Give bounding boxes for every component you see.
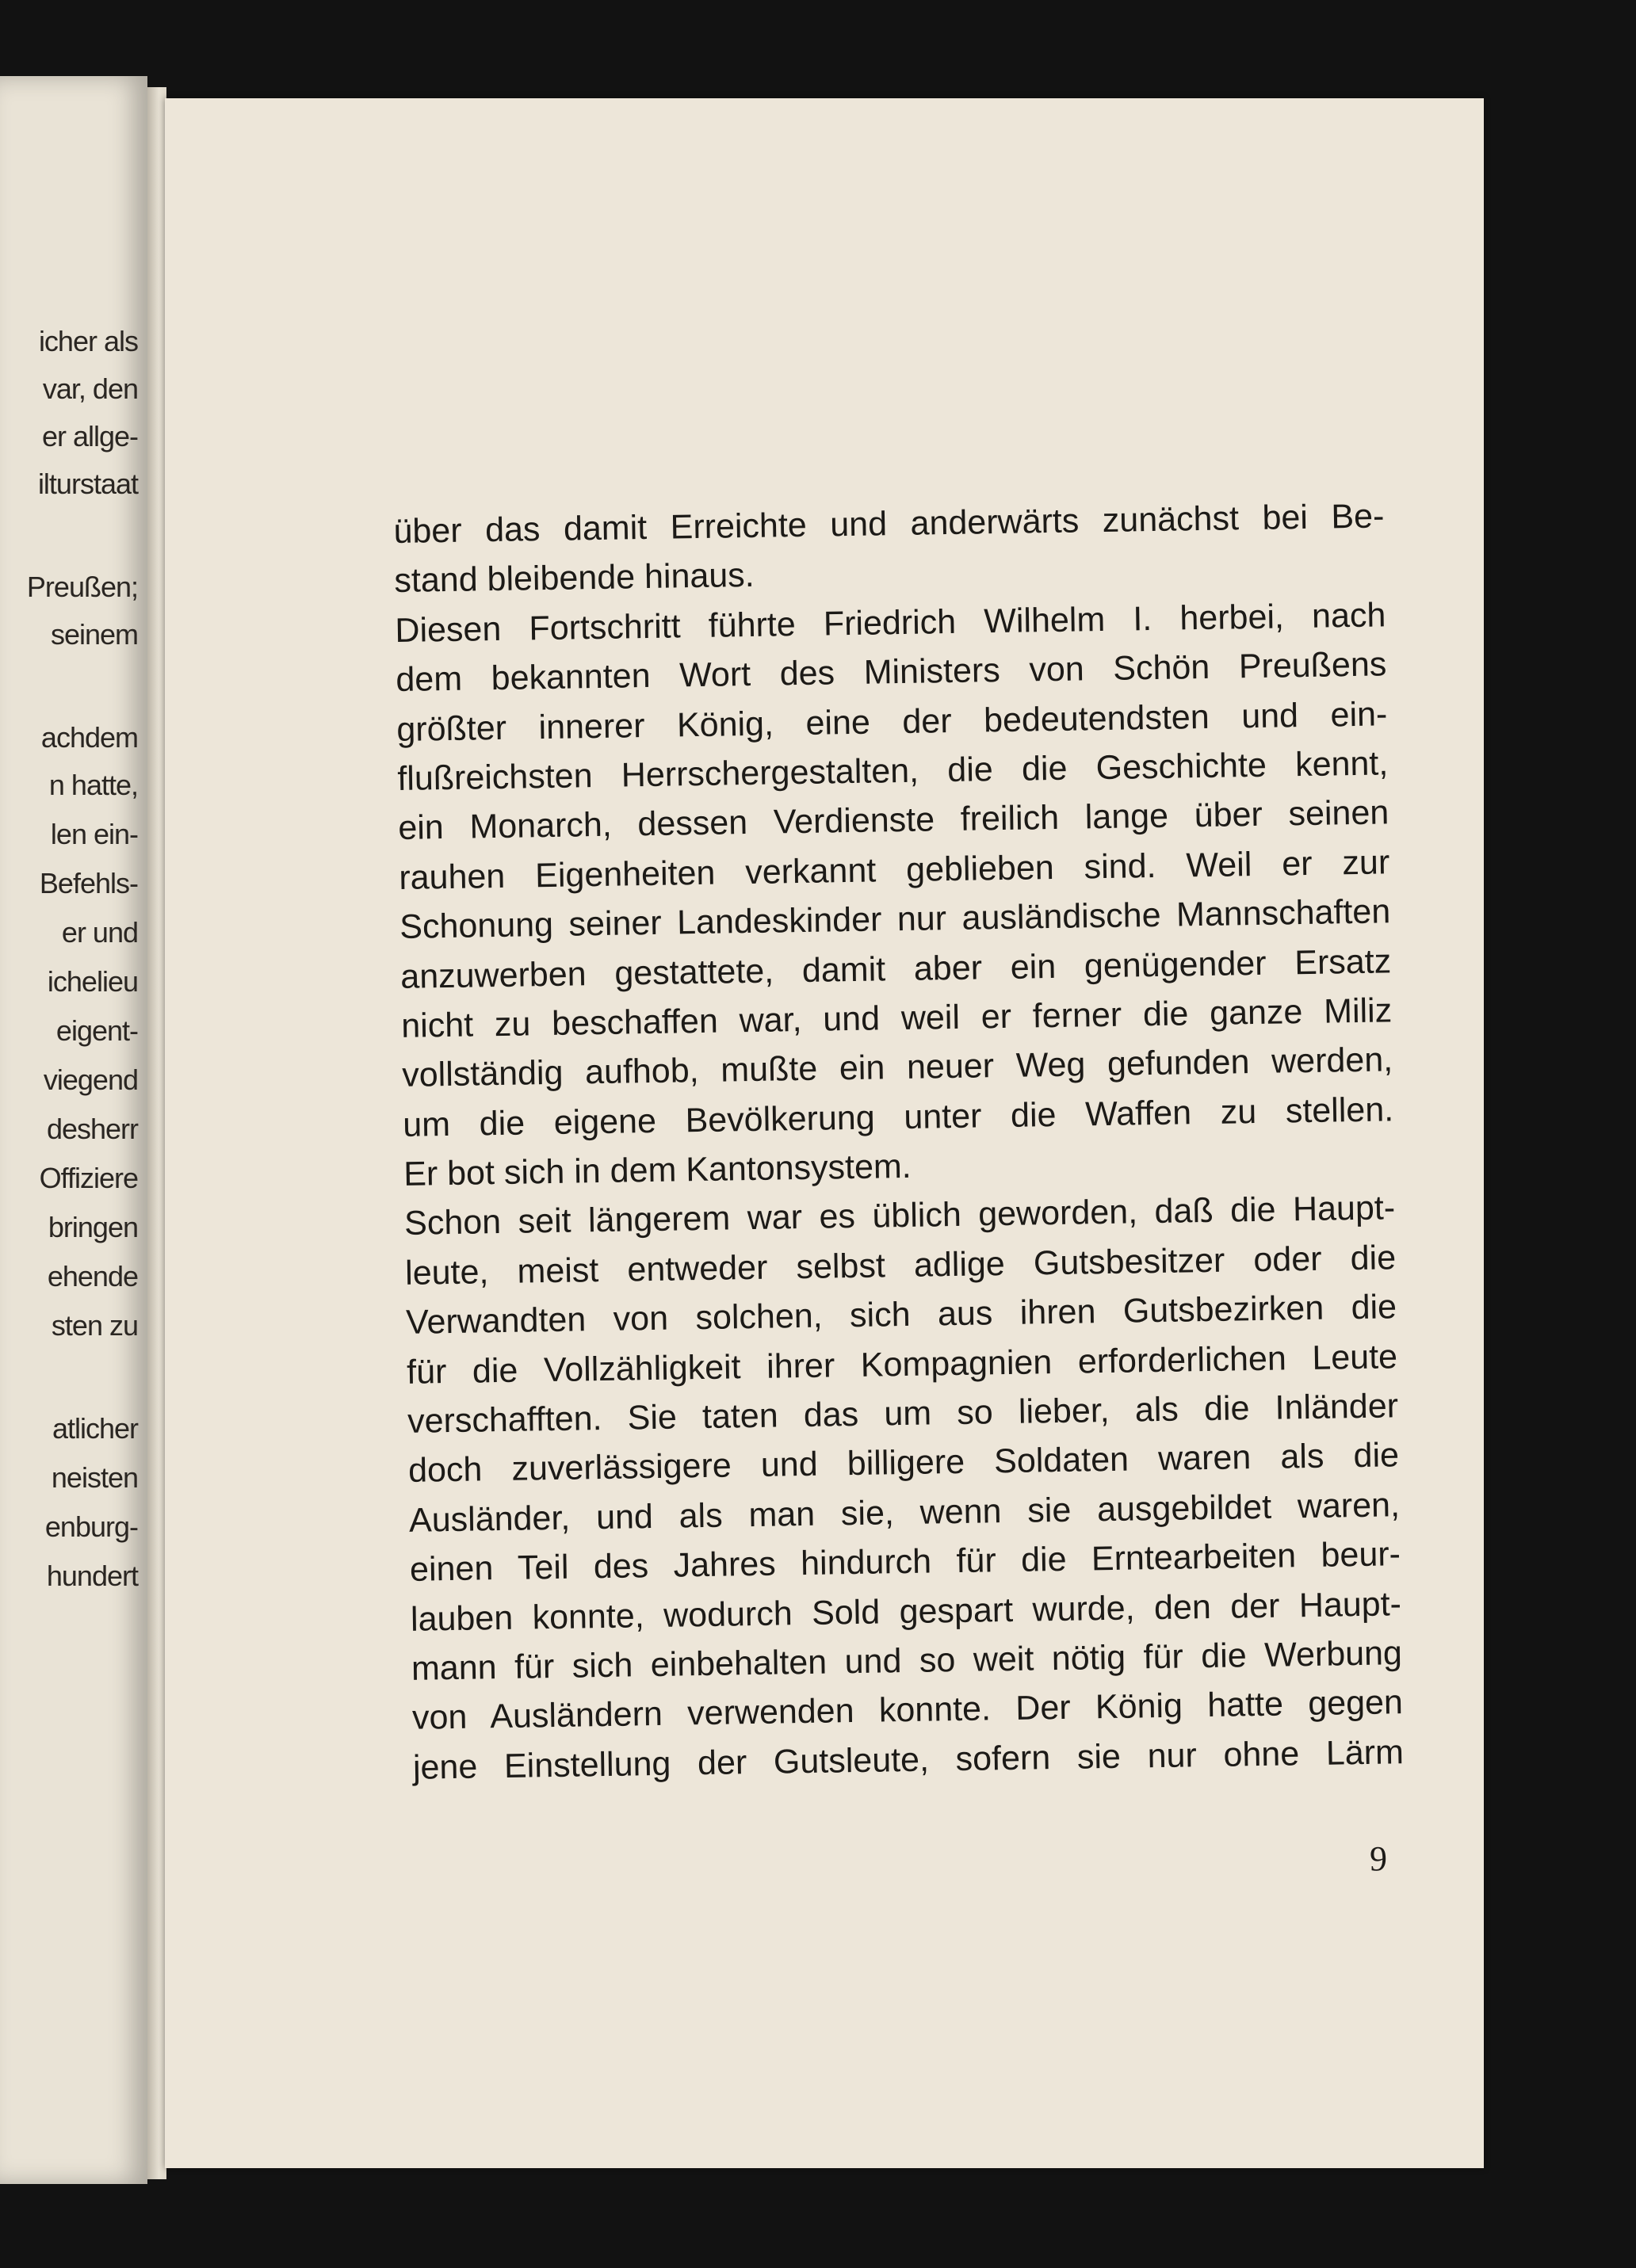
text-line: von Ausländern verwenden konnte. Der König hatte gegen [411, 1683, 1404, 1738]
left-page-line: bringen [48, 1211, 138, 1243]
text-line: mann für sich einbehalten und so weit nötig für die Werbung [411, 1634, 1403, 1688]
book-gutter [147, 87, 166, 2179]
text-line: anzuwerben gestattete, damit aber ein genügender Ersatz [399, 941, 1392, 996]
left-page-line: atlicher [52, 1412, 138, 1445]
text-line: Er bot sich in dem Kantonsystem. [403, 1147, 912, 1193]
left-page-line: achdem [40, 721, 138, 754]
text-line: Schon seit längerem war es üblich geworden, daß die Haupt- [403, 1189, 1396, 1243]
left-page-line: ilturstaat [37, 468, 138, 500]
text-line: einen Teil des Jahres hindurch für die Erntearbeiten beur- [409, 1535, 1401, 1590]
left-page-line: len ein- [50, 818, 138, 850]
text-line: um die eigene Bevölkerung unter die Waffen zu stellen. [402, 1090, 1394, 1144]
text-line: lauben konnte, wodurch Sold gespart wurde, den der Haupt- [410, 1584, 1402, 1639]
left-page-line: eigent- [55, 1014, 138, 1047]
left-page-line: Preußen; [26, 571, 138, 603]
left-page-line: er und [61, 916, 138, 949]
text-line: vollständig aufhob, mußte ein neuer Weg gefunden werden, [401, 1040, 1393, 1095]
left-page-line: Offiziere [39, 1162, 138, 1194]
text-line: verschafften. Sie taten das um so lieber, als die Inländer [407, 1387, 1399, 1441]
text-line: Schonung seiner Landeskinder nur ausländische Mannschaften [399, 892, 1391, 947]
left-page-line: enburg- [44, 1510, 138, 1543]
text-line: jene Einstellung der Gutsleute, sofern sie nur ohne Lärm [412, 1732, 1405, 1787]
left-page-line: desherr [46, 1113, 138, 1145]
text-line: rauhen Eigenheiten verkannt geblieben sind. Weil er zur [398, 843, 1390, 897]
left-page [0, 76, 147, 2184]
text-line: stand bleibende hinaus. [394, 556, 755, 601]
left-page-line: icher als [38, 325, 138, 357]
text-line: leute, meist entweder selbst adlige Gutsbesitzer oder die [404, 1239, 1397, 1292]
text-line: Verwandten von solchen, sich aus ihren Gutsbezirken die [405, 1288, 1397, 1342]
left-page-line: neisten [51, 1461, 138, 1494]
left-page-line: er allge- [41, 420, 138, 452]
text-line: doch zuverlässigere und billigere Soldaten waren als die [407, 1436, 1400, 1491]
left-page-line: ehende [47, 1260, 138, 1292]
text-line: Ausländer, und als man sie, wenn sie ausgebildet waren, [408, 1486, 1401, 1540]
left-page-line: ichelieu [47, 965, 138, 998]
left-page-line: viegend [43, 1063, 138, 1096]
text-line: nicht zu beschaffen war, und weil er ferner die ganze Miliz [400, 991, 1393, 1045]
page-number: 9 [1370, 1839, 1387, 1878]
text-line: über das damit Erreichte und anderwärts zunächst bei Be- [393, 497, 1385, 551]
left-page-line: hundert [46, 1560, 138, 1592]
text-line: Diesen Fortschritt führte Friedrich Wilhelm I. herbei, nach [395, 596, 1386, 650]
left-page-line: Befehls- [39, 867, 138, 899]
text-line: größter innerer König, eine der bedeutendsten und ein- [396, 694, 1388, 749]
text-line: ein Monarch, dessen Verdienste freilich lange über seinen [397, 793, 1389, 848]
text-line: dem bekannten Wort des Ministers von Schön Preußens [396, 645, 1387, 700]
text-line: flußreichsten Herrschergestalten, die die Geschichte kennt, [397, 744, 1389, 798]
left-page-line: sten zu [51, 1309, 138, 1342]
left-page-line: var, den [42, 372, 138, 405]
body-text [393, 491, 1404, 1793]
left-page-line: n hatte, [48, 769, 138, 801]
text-line: für die Vollzähligkeit ihrer Kompagnien erforderlichen Leute [406, 1337, 1398, 1392]
right-page [165, 98, 1484, 2168]
left-page-line: seinem [50, 618, 138, 651]
